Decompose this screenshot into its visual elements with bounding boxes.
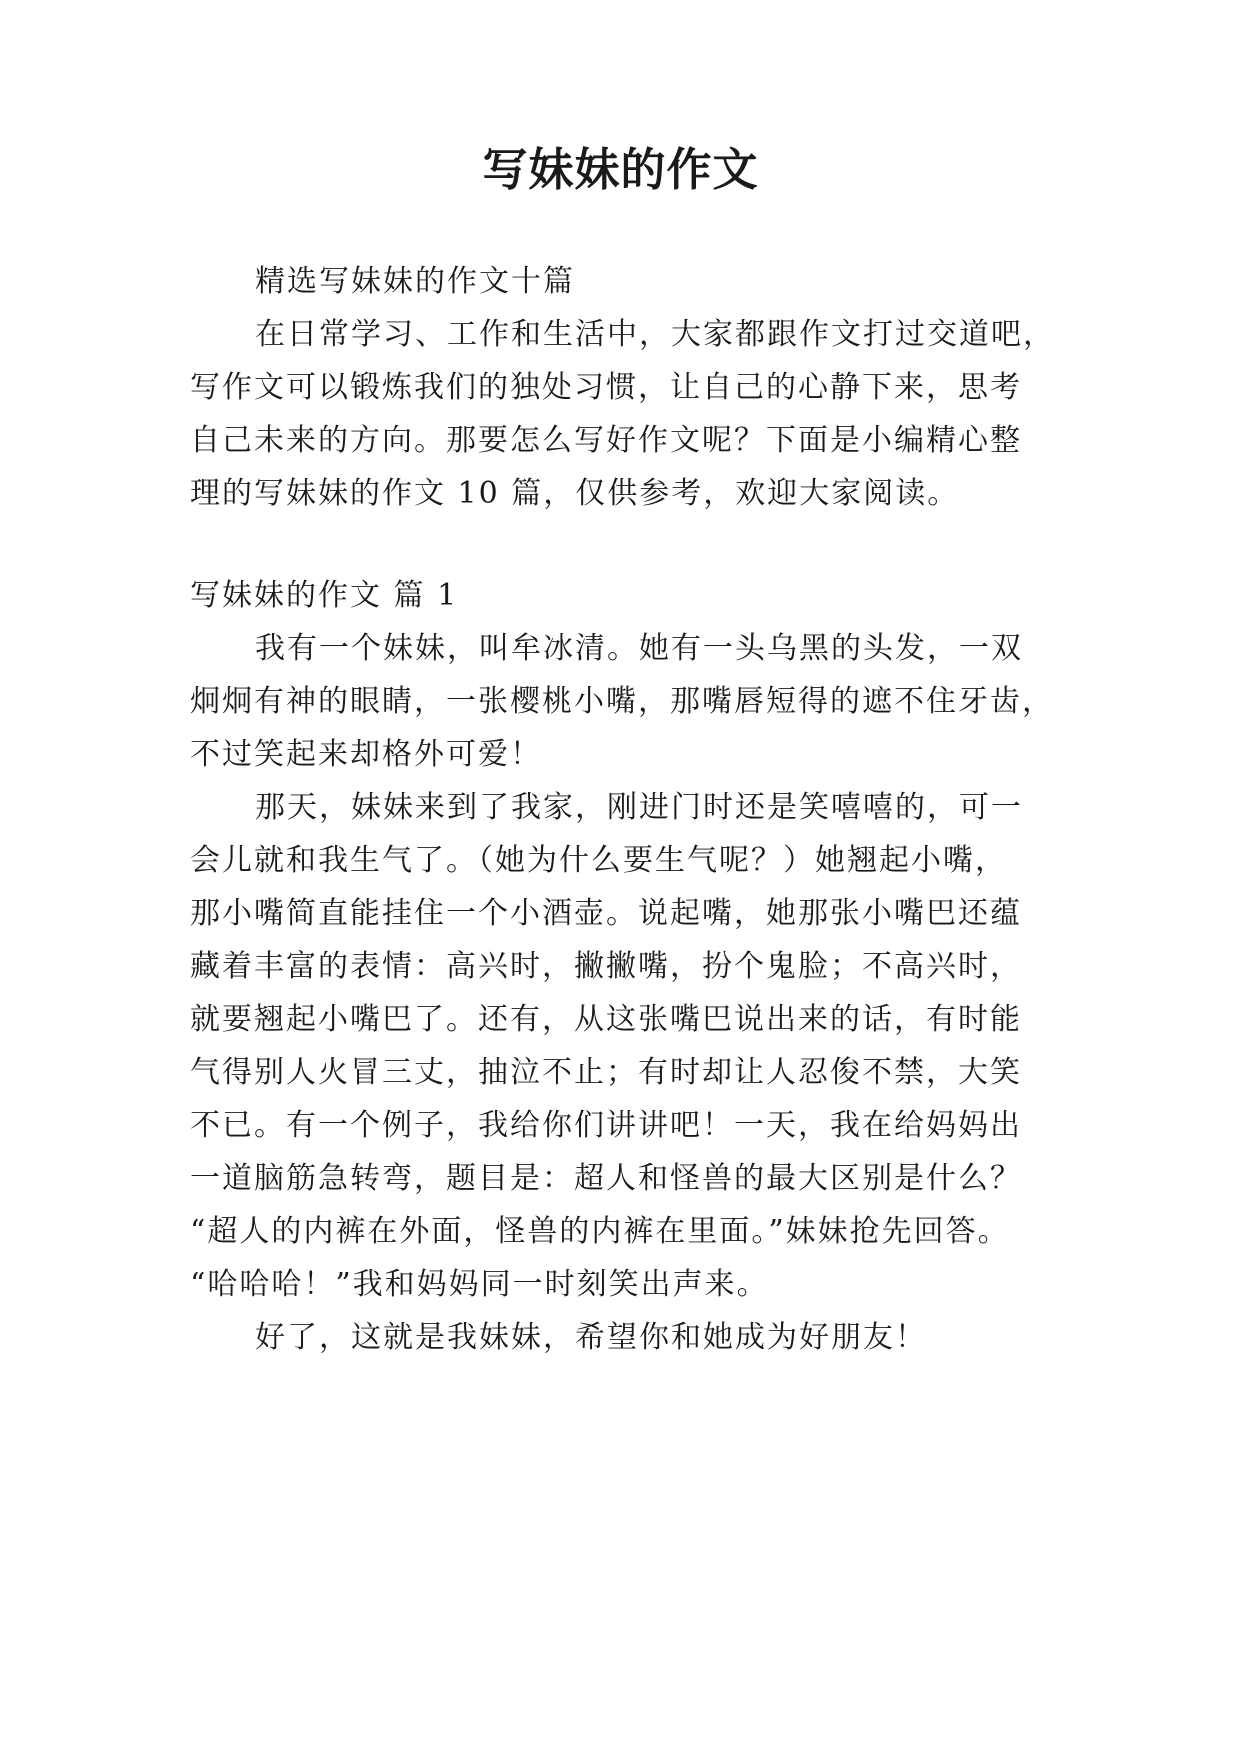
body-line: 不已。有一个例子，我给你们讲讲吧！一天，我在给妈妈出 — [190, 1108, 1022, 1143]
intro-line: 写作文可以锻炼我们的独处习惯，让自己的心静下来，思考 — [190, 370, 1022, 405]
body-line: 炯炯有神的眼睛，一张樱桃小嘴，那嘴唇短得的遮不住牙齿， — [190, 684, 1054, 719]
body-line: 好了，这就是我妹妹，希望你和她成为好朋友！ — [255, 1320, 927, 1355]
body-line: 那小嘴简直能挂住一个小酒壶。说起嘴，她那张小嘴巴还蕴 — [190, 896, 1022, 931]
body-line: 那天，妹妹来到了我家，刚进门时还是笑嘻嘻的，可一 — [255, 790, 1023, 825]
intro-line: 理的写妹妹的作文 10 篇，仅供参考，欢迎大家阅读。 — [190, 476, 960, 511]
body-line: 不过笑起来却格外可爱！ — [190, 737, 542, 772]
body-line: 一道脑筋急转弯，题目是：超人和怪兽的最大区别是什么？ — [190, 1161, 1022, 1196]
intro-heading: 精选写妹妹的作文十篇 — [255, 264, 575, 299]
body-line: 我有一个妹妹，叫牟冰清。她有一头乌黑的头发，一双 — [255, 631, 1023, 666]
intro-line: 自己未来的方向。那要怎么写好作文呢？下面是小编精心整 — [190, 423, 1022, 458]
document-title: 写妹妹的作文 — [482, 143, 759, 196]
body-line: “超人的内裤在外面，怪兽的内裤在里面。”妹妹抢先回答。 — [190, 1214, 1010, 1249]
body-line: “哈哈哈！”我和妈妈同一时刻笑出声来。 — [190, 1267, 769, 1302]
intro-line: 在日常学习、工作和生活中，大家都跟作文打过交道吧， — [255, 317, 1055, 352]
section-heading: 写妹妹的作文 篇 1 — [190, 578, 459, 613]
body-line: 藏着丰富的表情：高兴时，撇撇嘴，扮个鬼脸；不高兴时， — [190, 949, 1022, 984]
body-line: 就要翘起小嘴巴了。还有，从这张嘴巴说出来的话，有时能 — [190, 1002, 1022, 1037]
body-line: 气得别人火冒三丈，抽泣不止；有时却让人忍俊不禁，大笑 — [190, 1055, 1022, 1090]
body-line: 会儿就和我生气了。（她为什么要生气呢？）她翘起小嘴， — [190, 843, 1007, 878]
